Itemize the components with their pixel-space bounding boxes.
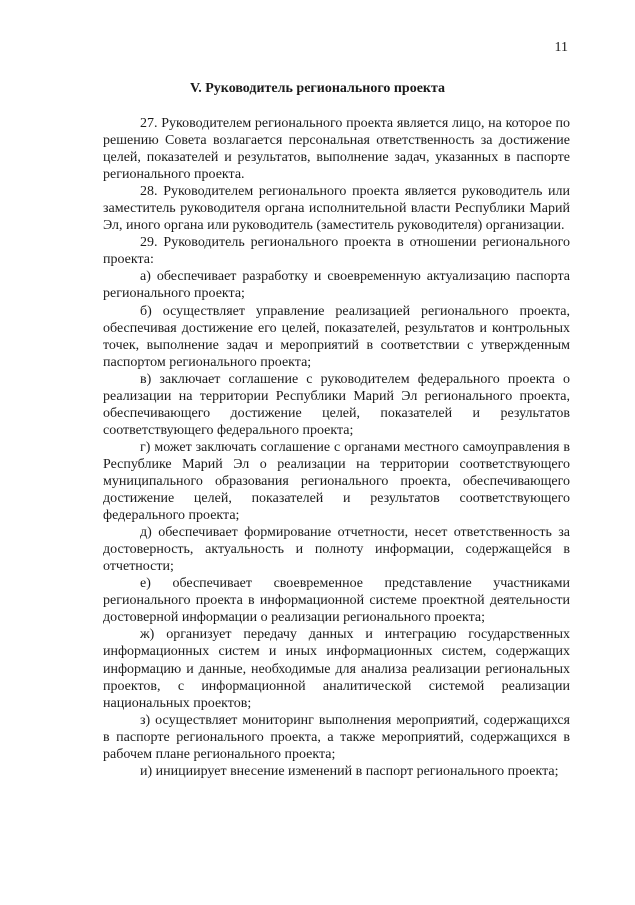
list-item-d: д) обеспечивает формирование отчетности, несет ответственность за достоверность, актуальность и полноту информации, содержащейся в отчетности; xyxy=(103,525,570,575)
list-item-g: г) может заключать соглашение с органами местного самоуправления в Республике Марий Эл о реализации на территории соответствующего муниципального образования регионального проекта, обеспечивающего достижение целей, показателей и результатов соответствующего федерального проекта; xyxy=(103,439,570,524)
list-item-z: з) осуществляет мониторинг выполнения мероприятий, содержащихся в паспорте регионального проекта, а также мероприятий, содержащихся в рабочем плане регионального проекта; xyxy=(103,712,570,762)
paragraph-28: 28. Руководителем регионального проекта является руководитель или заместитель руководителя органа исполнительной власти Республики Марий Эл, иного органа или руководитель (заместитель руководителя) организации. xyxy=(103,184,570,234)
list-item-a: а) обеспечивает разработку и своевременную актуализацию паспорта регионального проекта; xyxy=(103,269,570,302)
paragraph-29: 29. Руководитель регионального проекта в отношении регионального проекта: xyxy=(103,235,570,268)
paragraph-27: 27. Руководителем регионального проекта является лицо, на которое по решению Совета возлагается персональная ответственность за достижение целей, показателей и результатов, выполнение задач, указанных в паспорте регионального проекта. xyxy=(103,116,570,183)
section-title: V. Руководитель регионального проекта xyxy=(189,81,446,96)
list-item-b: б) осуществляет управление реализацией регионального проекта, обеспечивая достижение его целей, показателей, результатов и контрольных точек, выполнение задач и мероприятий в соответствии с утвержденным паспортом регионального проекта; xyxy=(103,303,570,370)
list-item-zh: ж) организует передачу данных и интеграцию государственных информационных систем и иных информационных систем, содержащих информацию и данные, необходимые для анализа реализации региональных проектов, с информационной аналитической системой реализации национальных проектов; xyxy=(103,627,570,711)
list-item-v: в) заключает соглашение с руководителем федерального проекта о реализации на территории Республики Марий Эл регионального проекта, обеспечивающего достижение целей, показателей и результатов соответствующего федерального проекта; xyxy=(103,371,570,438)
document-body xyxy=(103,115,570,780)
list-item-i: и) инициирует внесение изменений в паспорт регионального проекта; xyxy=(140,763,559,779)
list-item-e: е) обеспечивает своевременное представление участниками регионального проекта в информационной системе проектной деятельности достоверной информации о реализации регионального проекта; xyxy=(103,576,570,626)
page-number: 11 xyxy=(554,40,568,55)
